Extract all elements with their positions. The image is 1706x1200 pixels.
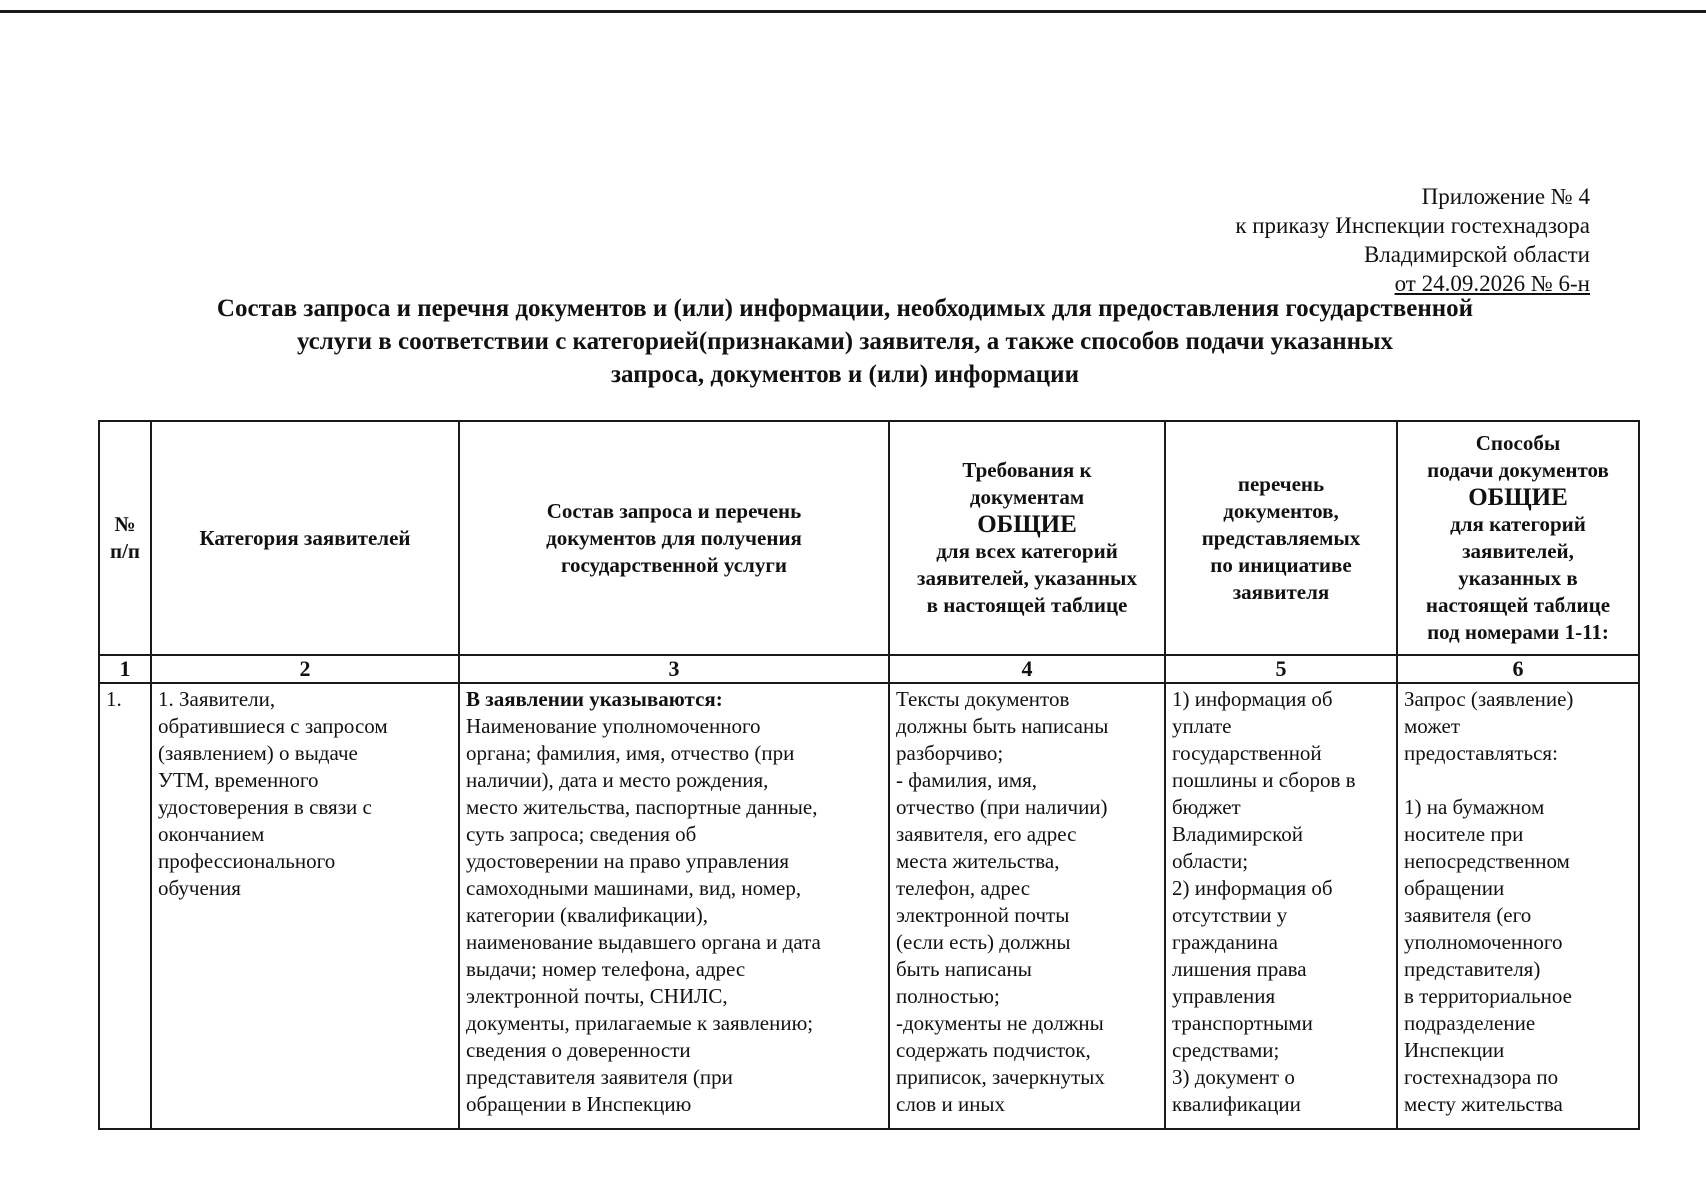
title-line-1: Состав запроса и перечня документов и (или) информации, необходимых для предоставления государственной bbox=[216, 295, 1474, 322]
header-applicant-category: Категория заявителей bbox=[151, 421, 459, 655]
top-border-line bbox=[0, 10, 1706, 13]
appendix-region: Владимирской области bbox=[1363, 242, 1590, 267]
applicant-category-cell: 1. Заявители, обратившиеся с запросом (заявлением) о выдаче УТМ, временного удостоверения в связи с окончанием профессионального обучения bbox=[151, 683, 459, 1129]
title-line-3: запроса, документов и (или) информации bbox=[611, 361, 1079, 388]
column-number: 6 bbox=[1397, 655, 1639, 683]
appendix-order-ref: к приказу Инспекции гостехнадзора bbox=[1235, 213, 1590, 238]
header-submission-scope: для категорий заявителей, указанных в настоящей таблице под номерами 1-11: bbox=[1425, 512, 1611, 644]
appendix-number: Приложение № 4 bbox=[1421, 184, 1590, 209]
row-number: 1. bbox=[99, 683, 151, 1129]
column-number: 5 bbox=[1165, 655, 1397, 683]
appendix-order-date: от 24.09.2026 № 6-н bbox=[1394, 271, 1590, 296]
composition-text: Наименование уполномоченного органа; фамилия, имя, отчество (при наличии), дата и место рождения, место жительства, паспортные данные, суть запроса; сведения об удостоверении на право управления самоходными машинами, вид, номер, категории (квалификации), наименование выдавшего органа и дата выдачи; номер телефона, адрес электронной почты, СНИЛС, документы, прилагаемые к заявлению; сведения о доверенности представителя заявителя (при обращении в Инспекцию bbox=[466, 714, 821, 1116]
header-row-number: № п/п bbox=[99, 421, 151, 655]
header-requirements-intro: Требования к документам bbox=[962, 458, 1092, 509]
document-title bbox=[110, 292, 1580, 391]
column-number: 3 bbox=[459, 655, 889, 683]
header-initiative-documents: перечень документов, представляемых по инициативе заявителя bbox=[1165, 421, 1397, 655]
header-submission-general: ОБЩИЕ bbox=[1468, 484, 1568, 511]
initiative-documents-cell: 1) информация об уплате государственной пошлины и сборов в бюджет Владимирской области; 2) информация об отсутствии у гражданина лишения права управления транспортными средствами; 3) документ о квалификации bbox=[1165, 683, 1397, 1129]
header-request-composition: Состав запроса и перечень документов для получения государственной услуги bbox=[459, 421, 889, 655]
column-number: 4 bbox=[889, 655, 1165, 683]
column-number: 2 bbox=[151, 655, 459, 683]
table-header-row bbox=[99, 421, 1639, 655]
header-requirements-general: ОБЩИЕ bbox=[977, 511, 1077, 538]
submission-methods-cell: Запрос (заявление) может предоставляться: 1) на бумажном носителе при непосредственном обращении заявителя (его уполномоченного представителя) в территориальное подразделение Инспекции гостехнадзора по месту жительства bbox=[1397, 683, 1639, 1129]
column-number-row bbox=[99, 655, 1639, 683]
requirements-table bbox=[98, 420, 1640, 1130]
header-submission-intro: Способы подачи документов bbox=[1427, 431, 1609, 482]
composition-heading: В заявлении указываются: bbox=[466, 687, 723, 711]
title-line-2: услуги в соответствии с категорией(признаками) заявителя, а также способов подачи указанных bbox=[296, 328, 1394, 355]
header-document-requirements bbox=[889, 421, 1165, 655]
appendix-block bbox=[1070, 182, 1590, 298]
header-requirements-scope: для всех категорий заявителей, указанных в настоящей таблице bbox=[917, 539, 1137, 617]
document-requirements-cell: Тексты документов должны быть написаны разборчиво; - фамилия, имя, отчество (при наличии) заявителя, его адрес места жительства, телефон, адрес электронной почты (если есть) должны быть написаны полностью; -документы не должны содержать подчисток, приписок, зачеркнутых слов и иных bbox=[889, 683, 1165, 1129]
table-row bbox=[99, 683, 1639, 1129]
header-submission-methods bbox=[1397, 421, 1639, 655]
request-composition-cell bbox=[459, 683, 889, 1129]
column-number: 1 bbox=[99, 655, 151, 683]
